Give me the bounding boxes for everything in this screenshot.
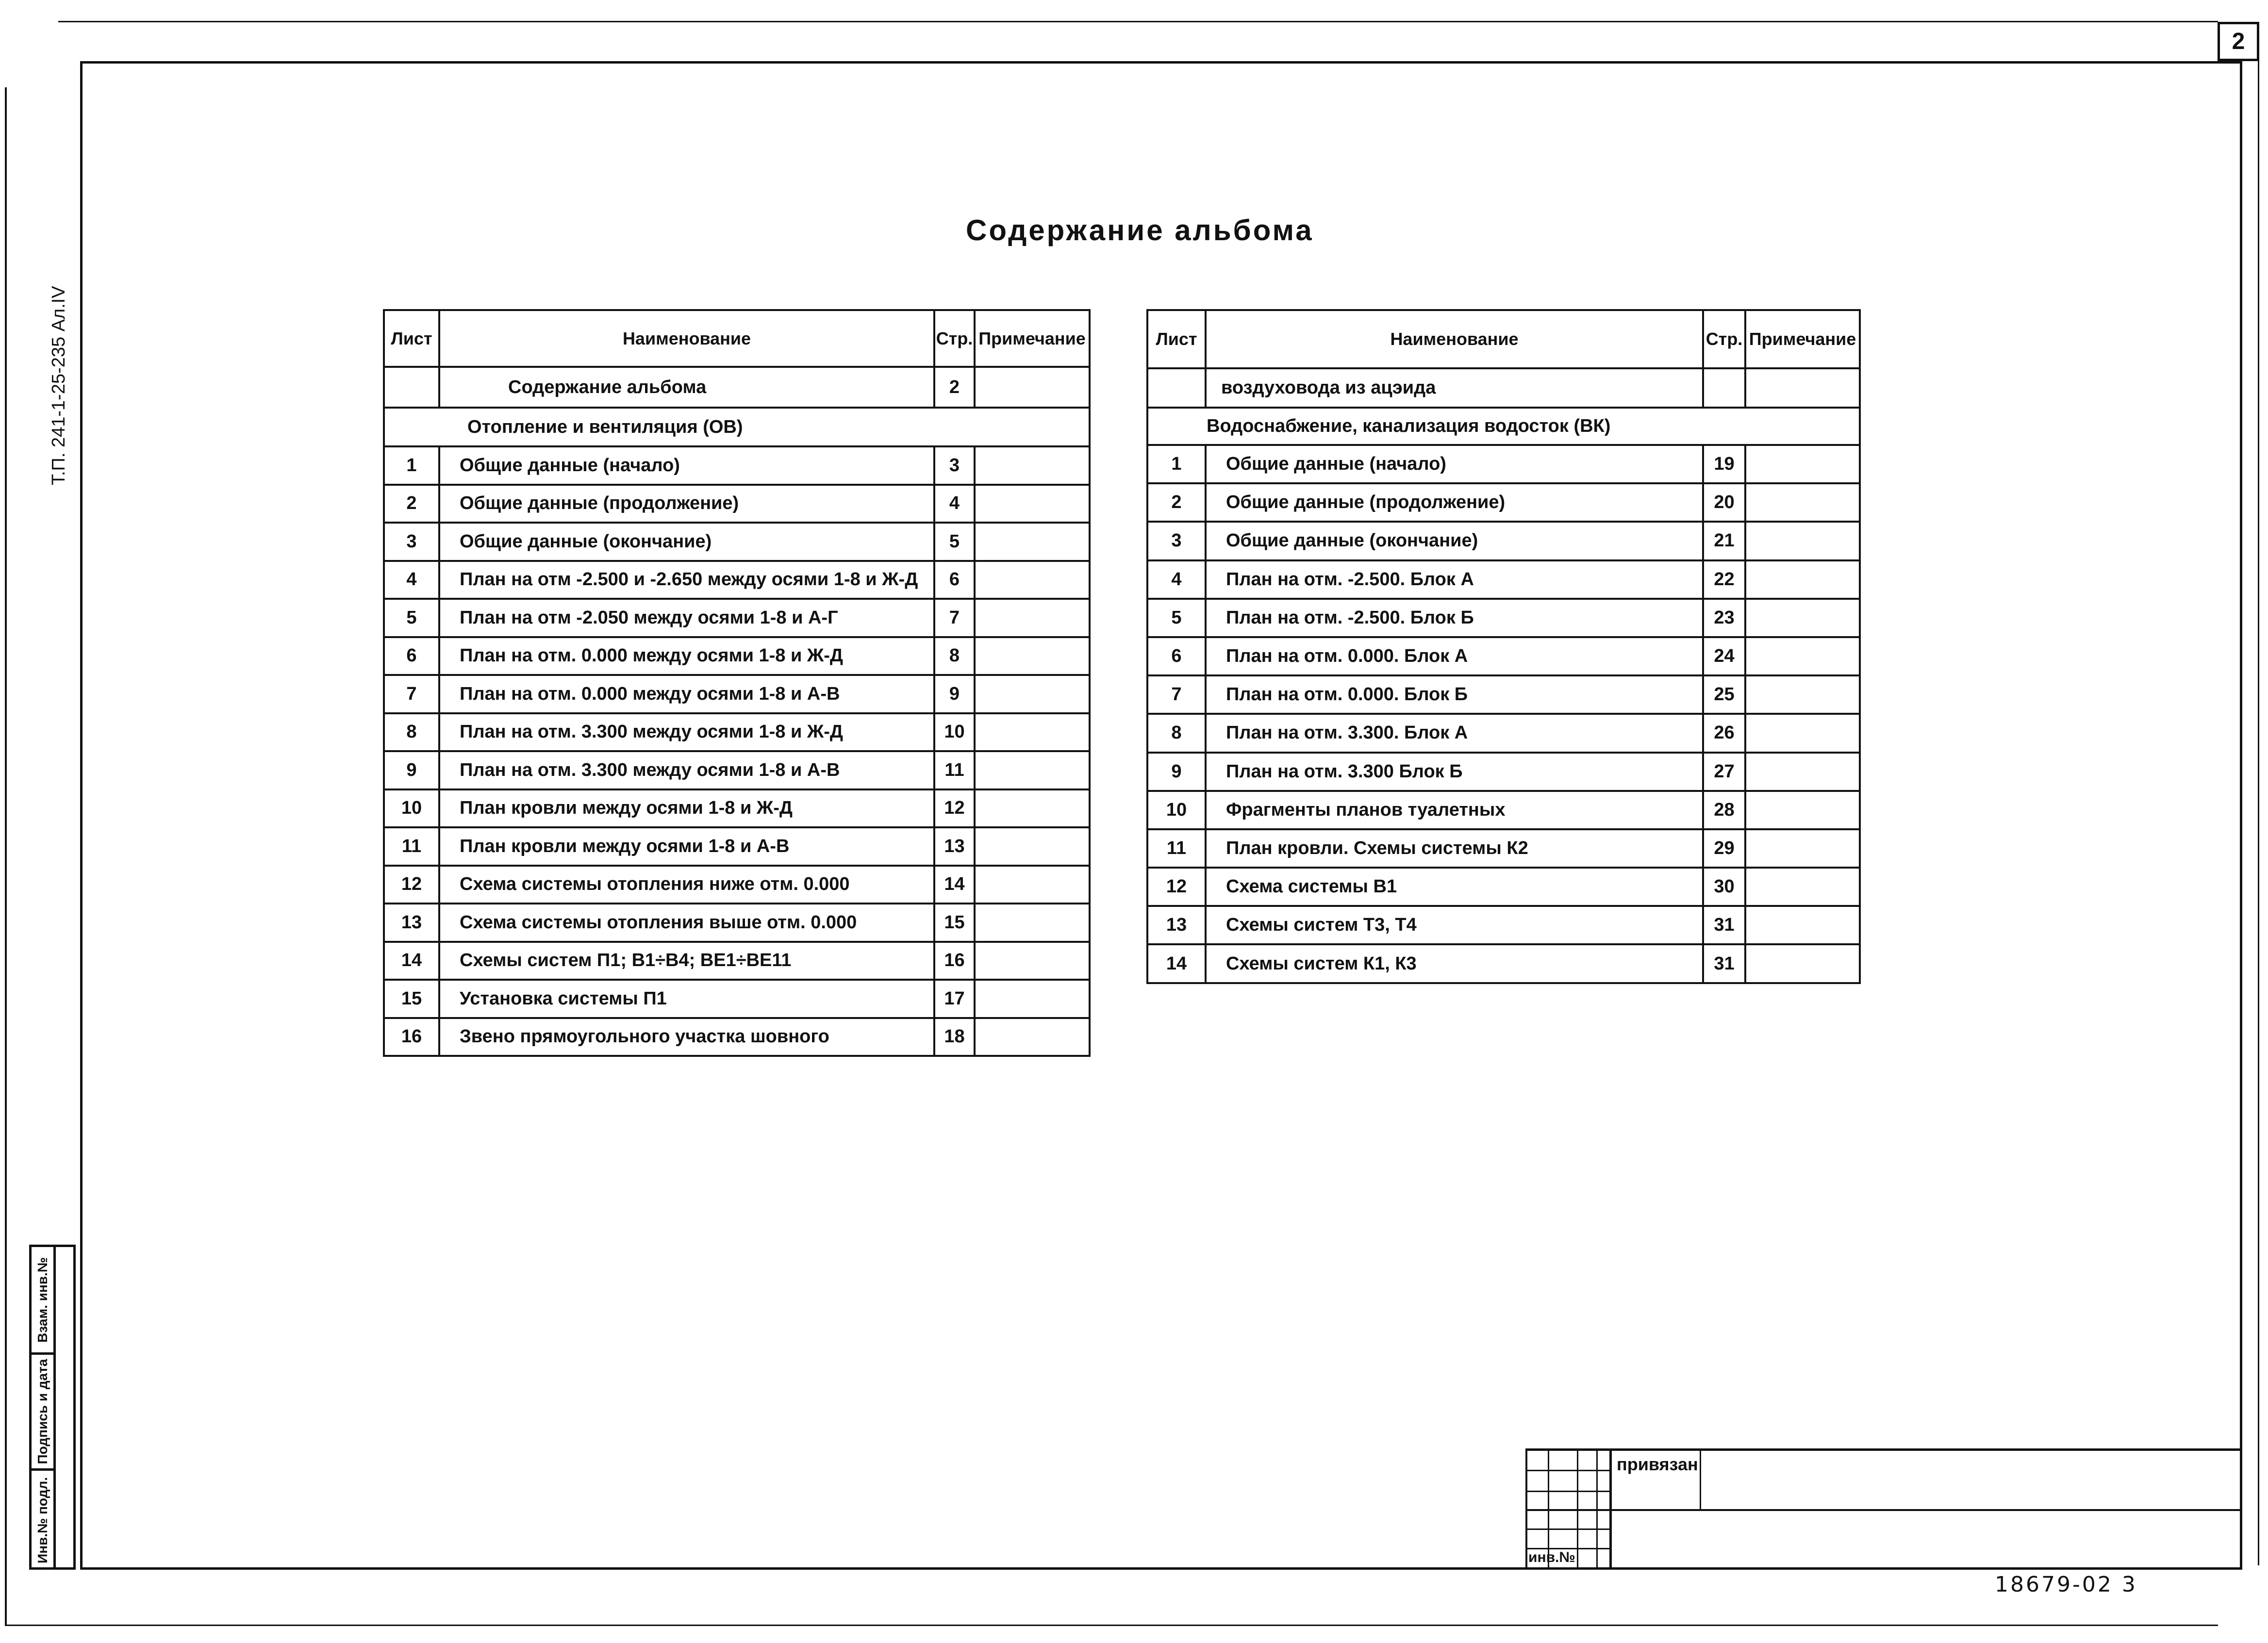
table-row	[1147, 368, 1860, 408]
section-title: Водоснабжение, канализация водосток (ВК)	[1147, 408, 1860, 445]
cell-page: 15	[934, 904, 975, 942]
table-row	[384, 367, 1090, 408]
table-row	[1147, 753, 1860, 791]
toc-table-right	[1146, 309, 1861, 984]
cell-note	[1745, 522, 1860, 560]
table-row	[384, 561, 1090, 599]
cell-name: Содержание альбома	[439, 367, 934, 408]
cell-sheet: 5	[384, 599, 439, 637]
table-row	[1147, 637, 1860, 675]
cell-page: 30	[1703, 868, 1745, 906]
cell-name: Схемы систем К1, К3	[1206, 944, 1703, 983]
cell-note	[975, 713, 1090, 752]
tb-line	[1525, 1448, 2242, 1451]
tb-line	[1700, 1448, 1701, 1510]
cell-note	[1745, 753, 1860, 791]
cell-page: 2	[934, 367, 975, 408]
cell-name: Общие данные (окончание)	[1206, 522, 1703, 560]
side-stamp	[29, 1245, 76, 1570]
cell-note	[1745, 675, 1860, 714]
cell-page: 10	[934, 713, 975, 752]
table-row	[384, 866, 1090, 904]
cell-note	[975, 827, 1090, 866]
cell-page: 16	[934, 942, 975, 980]
cell-page: 26	[1703, 714, 1745, 752]
cell-name: План на отм. 3.300. Блок А	[1206, 714, 1703, 752]
table-row	[384, 1018, 1090, 1056]
cell-page: 8	[934, 637, 975, 675]
section-row	[1147, 408, 1860, 445]
cell-note	[1745, 714, 1860, 752]
table-row	[384, 942, 1090, 980]
cell-name: Схемы систем П1; В1÷В4; ВЕ1÷ВЕ11	[439, 942, 934, 980]
section-row	[384, 408, 1090, 446]
cell-page: 3	[934, 446, 975, 485]
cell-note	[1745, 445, 1860, 483]
stamp-cell-replaced-inv: Взам. инв.№	[32, 1247, 56, 1355]
table-row	[1147, 714, 1860, 752]
cell-name: Фрагменты планов туалетных	[1206, 791, 1703, 829]
cell-name: Общие данные (продолжение)	[1206, 483, 1703, 522]
document-code: Т.П. 241-1-25-235 Ал.IV	[49, 286, 69, 485]
cell-note	[975, 1018, 1090, 1056]
cell-page: 29	[1703, 829, 1745, 868]
cell-name: План кровли между осями 1-8 и Ж-Д	[439, 789, 934, 828]
cell-sheet: 14	[1147, 944, 1206, 983]
header-sheet: Лист	[1147, 310, 1206, 368]
cell-note	[975, 599, 1090, 637]
cell-sheet: 12	[1147, 868, 1206, 906]
cell-sheet: 6	[1147, 637, 1206, 675]
table-row	[1147, 483, 1860, 522]
cell-page: 22	[1703, 560, 1745, 599]
cell-name: Звено прямоугольного участка шовного	[439, 1018, 934, 1056]
cell-note	[975, 523, 1090, 561]
table-row	[384, 485, 1090, 523]
top-trim-line	[58, 21, 2218, 22]
header-page: Стр.	[1703, 310, 1745, 368]
cell-page: 31	[1703, 906, 1745, 944]
cell-note	[975, 446, 1090, 485]
cell-page: 13	[934, 827, 975, 866]
inventory-number-label: инв.№	[1528, 1549, 1575, 1565]
cell-sheet: 2	[1147, 483, 1206, 522]
cell-sheet: 8	[384, 713, 439, 752]
cell-sheet: 8	[1147, 714, 1206, 752]
cell-sheet: 12	[384, 866, 439, 904]
header-note: Примечание	[975, 310, 1090, 367]
cell-page: 6	[934, 561, 975, 599]
cell-page: 11	[934, 751, 975, 789]
table-row	[1147, 868, 1860, 906]
cell-name: Общие данные (окончание)	[439, 523, 934, 561]
left-trim-line	[5, 87, 7, 1626]
cell-note	[975, 561, 1090, 599]
stamp-cell-inv-original: Инв.№ подл.	[32, 1471, 56, 1570]
cell-sheet: 11	[384, 827, 439, 866]
cell-name: План на отм. 3.300 Блок Б	[1206, 753, 1703, 791]
cell-sheet: 6	[384, 637, 439, 675]
cell-note	[975, 675, 1090, 713]
cell-note	[975, 904, 1090, 942]
page-title: Содержание альбома	[966, 214, 1314, 246]
cell-page: 9	[934, 675, 975, 713]
cell-name: Общие данные (продолжение)	[439, 485, 934, 523]
cell-name: План на отм. 3.300 между осями 1-8 и А-В	[439, 751, 934, 789]
tb-line	[1525, 1491, 1610, 1492]
table-row	[1147, 445, 1860, 483]
cell-sheet: 9	[384, 751, 439, 789]
table-row	[1147, 599, 1860, 637]
cell-note	[1745, 368, 1860, 408]
cell-sheet	[384, 367, 439, 408]
cell-sheet: 1	[1147, 445, 1206, 483]
cell-note	[975, 942, 1090, 980]
section-title: Отопление и вентиляция (ОВ)	[384, 408, 1090, 446]
table-row	[1147, 944, 1860, 983]
table-row	[1147, 791, 1860, 829]
cell-note	[1745, 829, 1860, 868]
cell-note	[1745, 599, 1860, 637]
cell-name: План на отм. -2.500. Блок Б	[1206, 599, 1703, 637]
table-row	[384, 713, 1090, 752]
cell-name: Схема системы отопления ниже отм. 0.000	[439, 866, 934, 904]
cell-name: План на отм. 0.000 между осями 1-8 и А-В	[439, 675, 934, 713]
cell-name: План кровли. Схемы системы К2	[1206, 829, 1703, 868]
table-row	[384, 904, 1090, 942]
cell-page: 25	[1703, 675, 1745, 714]
cell-sheet: 13	[1147, 906, 1206, 944]
cell-name: План на отм. 0.000. Блок Б	[1206, 675, 1703, 714]
cell-page: 21	[1703, 522, 1745, 560]
cell-page: 14	[934, 866, 975, 904]
table-row	[1147, 560, 1860, 599]
title-block	[1525, 1448, 2242, 1570]
cell-sheet: 13	[384, 904, 439, 942]
cell-name: План кровли между осями 1-8 и А-В	[439, 827, 934, 866]
cell-name: План на отм -2.500 и -2.650 между осями 1-8 и Ж-Д	[439, 561, 934, 599]
table-row	[384, 637, 1090, 675]
tb-line	[1525, 1528, 1610, 1530]
bottom-trim-line	[5, 1625, 2218, 1626]
cell-sheet: 7	[1147, 675, 1206, 714]
table-row	[384, 446, 1090, 485]
tb-line	[1525, 1470, 1610, 1471]
cell-name: Схема системы отопления выше отм. 0.000	[439, 904, 934, 942]
header-note: Примечание	[1745, 310, 1860, 368]
footer-code: 18679-02 3	[1995, 1572, 2137, 1597]
table-row	[1147, 522, 1860, 560]
cell-sheet: 4	[384, 561, 439, 599]
cell-name: воздуховода из ацэида	[1206, 368, 1703, 408]
cell-page: 19	[1703, 445, 1745, 483]
cell-note	[975, 789, 1090, 828]
cell-sheet: 10	[384, 789, 439, 828]
cell-note	[975, 751, 1090, 789]
cell-note	[1745, 560, 1860, 599]
cell-sheet: 1	[384, 446, 439, 485]
cell-sheet: 14	[384, 942, 439, 980]
table-row	[384, 789, 1090, 828]
cell-sheet: 2	[384, 485, 439, 523]
cell-page: 12	[934, 789, 975, 828]
cell-sheet: 7	[384, 675, 439, 713]
sheet-number: 2	[2218, 22, 2259, 61]
cell-name: Схемы систем Т3, Т4	[1206, 906, 1703, 944]
cell-sheet: 5	[1147, 599, 1206, 637]
cell-page: 17	[934, 980, 975, 1018]
right-trim-line	[2258, 61, 2259, 1565]
cell-sheet: 10	[1147, 791, 1206, 829]
cell-note	[1745, 944, 1860, 983]
cell-page: 5	[934, 523, 975, 561]
cell-name: План на отм. 3.300 между осями 1-8 и Ж-Д	[439, 713, 934, 752]
table-row	[384, 675, 1090, 713]
linked-label: привязан	[1617, 1454, 1698, 1474]
table-row	[384, 751, 1090, 789]
cell-sheet: 4	[1147, 560, 1206, 599]
cell-note	[975, 866, 1090, 904]
tb-line	[1525, 1509, 2242, 1511]
table-row	[1147, 906, 1860, 944]
cell-page: 7	[934, 599, 975, 637]
cell-page: 31	[1703, 944, 1745, 983]
cell-sheet: 3	[384, 523, 439, 561]
header-page: Стр.	[934, 310, 975, 367]
cell-sheet: 11	[1147, 829, 1206, 868]
cell-page: 27	[1703, 753, 1745, 791]
cell-page: 24	[1703, 637, 1745, 675]
cell-page: 20	[1703, 483, 1745, 522]
cell-note	[1745, 637, 1860, 675]
cell-page: 18	[934, 1018, 975, 1056]
cell-name: Схема системы В1	[1206, 868, 1703, 906]
cell-name: Общие данные (начало)	[1206, 445, 1703, 483]
header-name: Наименование	[1206, 310, 1703, 368]
toc-table-left	[383, 309, 1091, 1057]
table-row	[384, 827, 1090, 866]
cell-name: План на отм. 0.000 между осями 1-8 и Ж-Д	[439, 637, 934, 675]
table-row	[1147, 829, 1860, 868]
cell-name: План на отм. 0.000. Блок А	[1206, 637, 1703, 675]
cell-note	[1745, 791, 1860, 829]
table-row	[384, 980, 1090, 1018]
table-row	[1147, 675, 1860, 714]
table-header-row	[1147, 310, 1860, 368]
cell-sheet: 3	[1147, 522, 1206, 560]
cell-note	[975, 637, 1090, 675]
cell-name: Установка системы П1	[439, 980, 934, 1018]
cell-note	[975, 980, 1090, 1018]
cell-note	[1745, 868, 1860, 906]
cell-page	[1703, 368, 1745, 408]
cell-name: План на отм. -2.500. Блок А	[1206, 560, 1703, 599]
table-row	[384, 599, 1090, 637]
cell-sheet: 16	[384, 1018, 439, 1056]
cell-sheet	[1147, 368, 1206, 408]
table-header-row	[384, 310, 1090, 367]
table-row	[384, 523, 1090, 561]
stamp-cell-signature-date: Подпись и дата	[32, 1355, 56, 1471]
cell-note	[975, 367, 1090, 408]
cell-note	[975, 485, 1090, 523]
cell-note	[1745, 483, 1860, 522]
header-name: Наименование	[439, 310, 934, 367]
header-sheet: Лист	[384, 310, 439, 367]
cell-page: 4	[934, 485, 975, 523]
cell-page: 28	[1703, 791, 1745, 829]
cell-sheet: 9	[1147, 753, 1206, 791]
cell-sheet: 15	[384, 980, 439, 1018]
cell-name: Общие данные (начало)	[439, 446, 934, 485]
cell-note	[1745, 906, 1860, 944]
cell-name: План на отм -2.050 между осями 1-8 и А-Г	[439, 599, 934, 637]
cell-page: 23	[1703, 599, 1745, 637]
